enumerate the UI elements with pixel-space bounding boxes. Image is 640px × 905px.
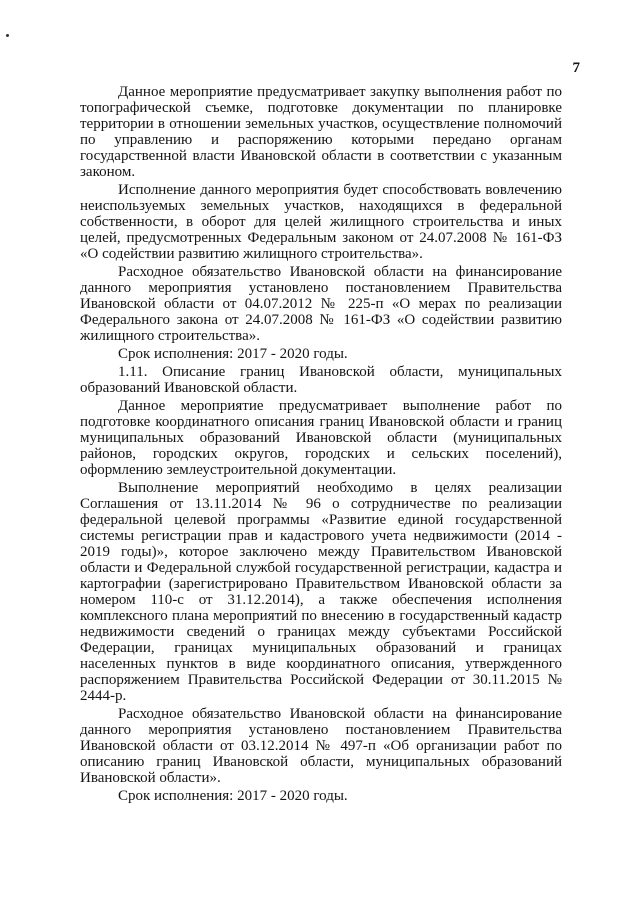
section-heading-1-11: 1.11. Описание границ Ивановской области, муниципальных образований Ивановской области. <box>80 364 562 396</box>
paragraph-expenditure-obligation-1: Расходное обязательство Ивановской области на финансирование данного мероприятия установлено постановлением Правительства Ивановской области от 04.07.2012 № 225-п «О мерах по реализации Федерального закона от 24.07.2008 № 161-ФЗ «О содействии развитию жилищного строительства». <box>80 264 562 344</box>
paragraph-land-involvement: Исполнение данного мероприятия будет способствовать вовлечению неиспользуемых земельных участков, находящихся в федеральной собственности, в оборот для целей жилищного строительства и иных целей, предусмотренных Федеральным законом от 24.07.2008 № 161-ФЗ «О содействии развитию жилищного строительства». <box>80 182 562 262</box>
document-body <box>80 84 562 806</box>
paragraph-topographic-survey: Данное мероприятие предусматривает закупку выполнения работ по топографической съемке, подготовке документации по планировке территории в отношении земельных участков, осуществление полномочий по управлению и распоряжению которыми передано органам государственной власти Ивановской области в соответствии с указанным законом. <box>80 84 562 180</box>
page-number: 7 <box>572 60 580 76</box>
paragraph-agreement-implementation: Выполнение мероприятий необходимо в целях реализации Соглашения от 13.11.2014 № 96 о сотрудничестве по реализации федеральной целевой программы «Развитие единой государственной системы регистрации прав и кадастрового учета недвижимости (2014 - 2019 годы)», которое заключено между Правительством Ивановской области и Федеральной службой государственной регистрации, кадастра и картографии (зарегистрировано Правительством Ивановской области за номером 110-с от 31.12.2014), а также обеспечения исполнения комплексного плана мероприятий по внесению в государственный кадастр недвижимости сведений о границах между субъектами Российской Федерации, границах муниципальных образований и границах населенных пунктов в виде координатного описания, утвержденного распоряжением Правительства Российской Федерации от 30.11.2015 № 2444-р. <box>80 480 562 704</box>
paragraph-deadline-2: Срок исполнения: 2017 - 2020 годы. <box>118 788 348 804</box>
scan-speck <box>6 34 9 37</box>
paragraph-expenditure-obligation-2: Расходное обязательство Ивановской области на финансирование данного мероприятия установлено постановлением Правительства Ивановской области от 03.12.2014 № 497-п «Об организации работ по описанию границ Ивановской области, муниципальных образований Ивановской области». <box>80 706 562 786</box>
paragraph-deadline-1: Срок исполнения: 2017 - 2020 годы. <box>118 346 348 362</box>
paragraph-coordinate-description: Данное мероприятие предусматривает выполнение работ по подготовке координатного описания границ Ивановской области и границ муниципальных образований Ивановской области (муниципальных районов, городских округов, городских и сельских поселений), оформлению землеустроительной документации. <box>80 398 562 478</box>
